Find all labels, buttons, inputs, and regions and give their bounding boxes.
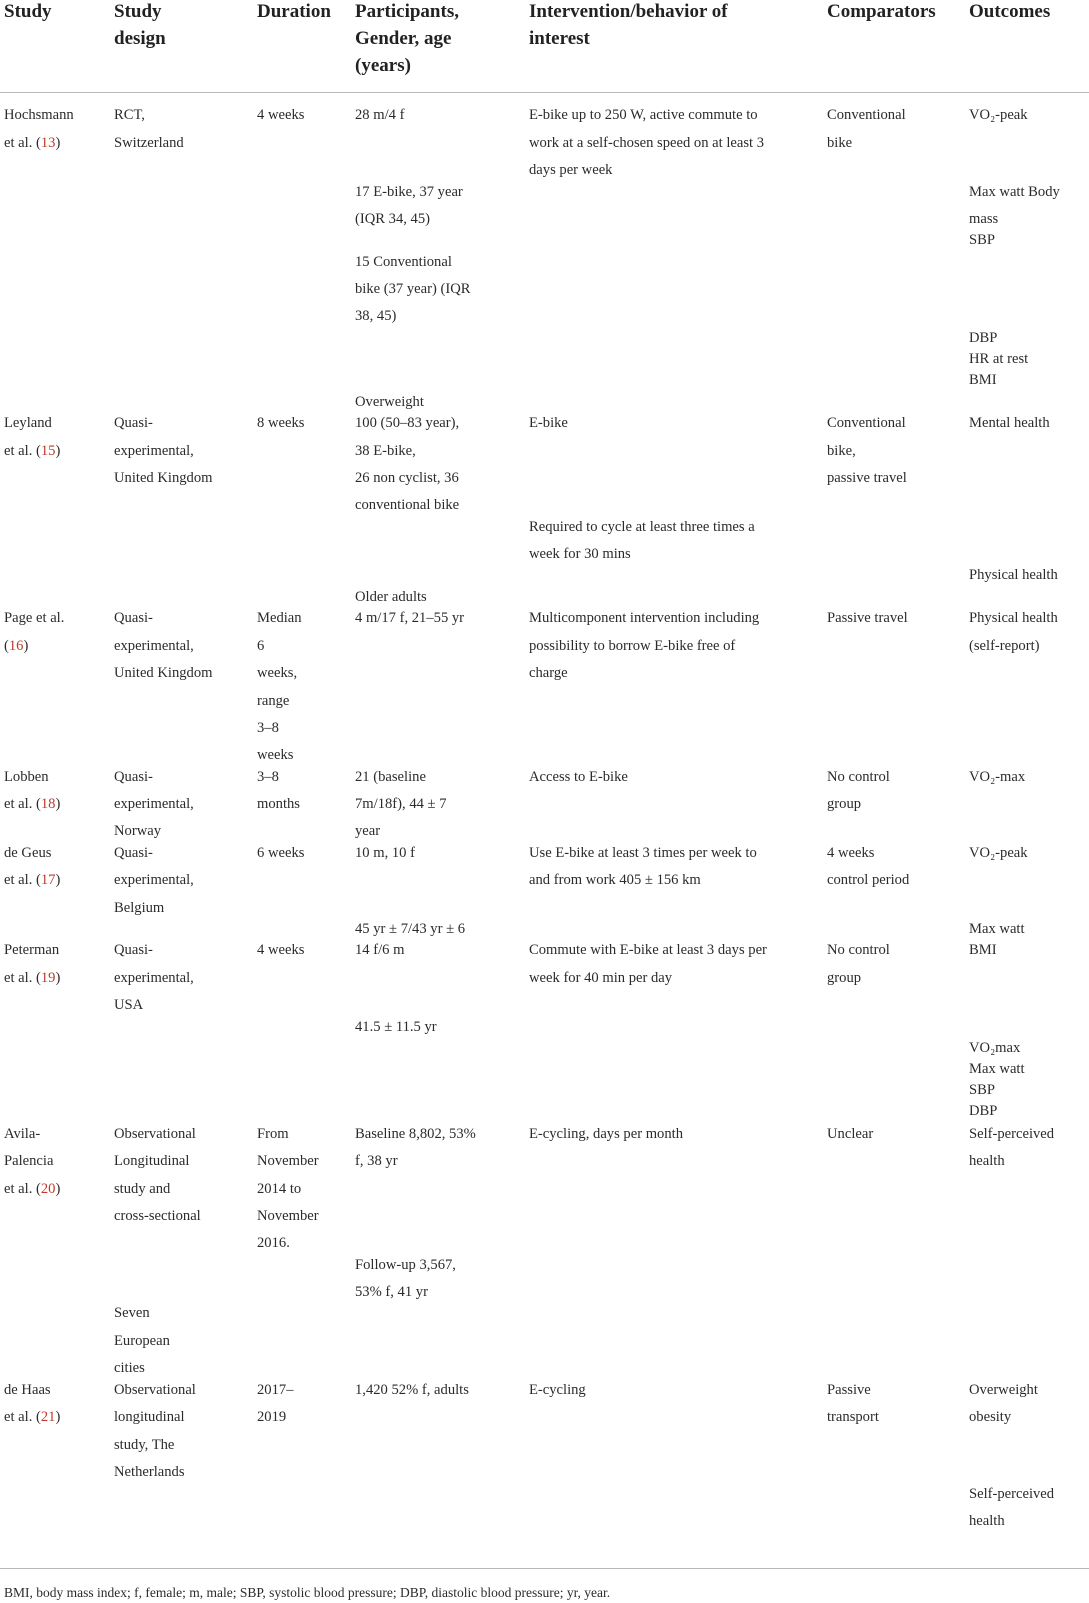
outcomes-cell: DBP bbox=[969, 330, 998, 346]
design-cell: Quasi- bbox=[114, 610, 153, 626]
outcomes-cell: Overweight bbox=[969, 1382, 1038, 1398]
reference-link[interactable]: 15 bbox=[40, 443, 56, 459]
participants-cell: 41.5 ± 11.5 yr bbox=[355, 1019, 437, 1035]
study-name: de Geus bbox=[4, 845, 52, 861]
design-cell: Belgium bbox=[114, 900, 165, 916]
duration-cell: 3–8 bbox=[257, 769, 279, 785]
participants-cell: (IQR 34, 45) bbox=[355, 211, 430, 227]
design-cell: Quasi- bbox=[114, 769, 153, 785]
outcomes-cell: BMI bbox=[969, 372, 997, 388]
header-participants: Participants, bbox=[355, 1, 459, 22]
duration-cell: 4 weeks bbox=[257, 942, 305, 958]
study-citation-text: et al. ( bbox=[4, 1409, 41, 1425]
participants-cell: Overweight bbox=[355, 394, 424, 410]
duration-cell: 8 weeks bbox=[257, 415, 305, 431]
outcomes-cell: SBP bbox=[969, 1082, 995, 1098]
participants-cell: 38 E-bike, bbox=[355, 443, 416, 459]
header-study: Study bbox=[4, 1, 52, 22]
reference-link[interactable]: 16 bbox=[8, 638, 24, 654]
outcomes-cell: Self-perceived bbox=[969, 1126, 1055, 1142]
study-citation-text: et al. ( bbox=[4, 796, 41, 812]
study-citation-text: et al. ( bbox=[4, 872, 41, 888]
duration-cell: November bbox=[257, 1153, 319, 1169]
outcomes-cell: mass bbox=[969, 211, 999, 227]
design-cell: study, The bbox=[114, 1437, 175, 1453]
outcomes-cell: Physical health bbox=[969, 567, 1058, 583]
header-comparators: Comparators bbox=[827, 1, 936, 22]
intervention-cell: Commute with E-bike at least 3 days per bbox=[529, 942, 767, 958]
design-cell: European bbox=[114, 1333, 170, 1349]
outcomes-cell: Physical health bbox=[969, 610, 1058, 626]
study-citation bbox=[4, 1404, 60, 1432]
study-name: Hochsmann bbox=[4, 107, 74, 123]
design-cell: Switzerland bbox=[114, 135, 184, 151]
header-participants-2: Gender, age bbox=[355, 28, 452, 49]
participants-cell: 15 Conventional bbox=[355, 254, 452, 270]
design-cell: United Kingdom bbox=[114, 665, 213, 681]
comparators-cell: 4 weeks bbox=[827, 845, 875, 861]
participants-cell: year bbox=[355, 823, 381, 839]
outcomes-cell: VO₂max bbox=[969, 1040, 1021, 1056]
participants-cell: 45 yr ± 7/43 yr ± 6 bbox=[355, 921, 466, 937]
design-cell: experimental, bbox=[114, 970, 194, 986]
header-rule bbox=[0, 92, 1089, 93]
participants-cell: Older adults bbox=[355, 589, 427, 605]
intervention-cell: E-cycling bbox=[529, 1382, 586, 1398]
comparators-cell: No control bbox=[827, 942, 890, 958]
comparators-cell: control period bbox=[827, 872, 910, 888]
header-intervention-2: interest bbox=[529, 28, 590, 49]
participants-cell: 17 E-bike, 37 year bbox=[355, 184, 463, 200]
design-cell: Quasi- bbox=[114, 415, 153, 431]
citation-close: ) bbox=[55, 443, 61, 459]
comparators-cell: transport bbox=[827, 1409, 879, 1425]
duration-cell: months bbox=[257, 796, 300, 812]
intervention-cell: Use E-bike at least 3 times per week to bbox=[529, 845, 757, 861]
study-name: Page et al. bbox=[4, 610, 65, 626]
study-citation-text: ( bbox=[4, 638, 9, 654]
comparators-cell: Conventional bbox=[827, 415, 906, 431]
header-duration: Duration bbox=[257, 1, 331, 22]
reference-link[interactable]: 13 bbox=[40, 135, 56, 151]
header-participants-3: (years) bbox=[355, 55, 411, 76]
study-citation bbox=[4, 965, 60, 993]
citation-close: ) bbox=[23, 638, 29, 654]
header-intervention: Intervention/behavior of bbox=[529, 1, 728, 22]
study-citation bbox=[4, 633, 28, 661]
participants-cell: 53% f, 41 yr bbox=[355, 1284, 428, 1300]
outcomes-cell: obesity bbox=[969, 1409, 1012, 1425]
header-outcomes: Outcomes bbox=[969, 1, 1051, 22]
design-cell: experimental, bbox=[114, 796, 194, 812]
outcomes-cell: VO₂-peak bbox=[969, 107, 1028, 123]
reference-link[interactable]: 21 bbox=[40, 1409, 56, 1425]
intervention-cell: E-cycling, days per month bbox=[529, 1126, 684, 1142]
comparators-cell: Conventional bbox=[827, 107, 906, 123]
outcomes-cell: DBP bbox=[969, 1103, 998, 1119]
study-name: Lobben bbox=[4, 769, 49, 785]
design-cell: experimental, bbox=[114, 638, 194, 654]
comparators-cell: bike bbox=[827, 135, 853, 151]
outcomes-cell: (self-report) bbox=[969, 638, 1040, 654]
intervention-cell: week for 30 mins bbox=[529, 546, 631, 562]
study-name: de Haas bbox=[4, 1382, 51, 1398]
design-cell: longitudinal bbox=[114, 1409, 185, 1425]
participants-cell: conventional bike bbox=[355, 497, 460, 513]
design-cell: study and bbox=[114, 1181, 171, 1197]
participants-cell: 21 (baseline bbox=[355, 769, 426, 785]
citation-close: ) bbox=[55, 796, 61, 812]
outcomes-cell: SBP bbox=[969, 232, 995, 248]
intervention-cell: E-bike up to 250 W, active commute to bbox=[529, 107, 758, 123]
participants-cell: 28 m/4 f bbox=[355, 107, 405, 123]
study-citation-text: et al. ( bbox=[4, 970, 41, 986]
design-cell: experimental, bbox=[114, 443, 194, 459]
comparators-cell: Unclear bbox=[827, 1126, 874, 1142]
duration-cell: From bbox=[257, 1126, 289, 1142]
participants-cell: Baseline 8,802, 53% bbox=[355, 1126, 476, 1142]
citation-close: ) bbox=[55, 970, 61, 986]
duration-cell: Median bbox=[257, 610, 302, 626]
footer-rule bbox=[0, 1568, 1089, 1569]
design-cell: Quasi- bbox=[114, 942, 153, 958]
study-citation bbox=[4, 791, 60, 819]
design-cell: United Kingdom bbox=[114, 470, 213, 486]
design-cell: Norway bbox=[114, 823, 162, 839]
participants-cell: 4 m/17 f, 21–55 yr bbox=[355, 610, 465, 626]
participants-cell: 38, 45) bbox=[355, 308, 397, 324]
design-cell: Seven bbox=[114, 1305, 150, 1321]
study-citation bbox=[4, 130, 60, 158]
reference-link[interactable]: 18 bbox=[40, 796, 56, 812]
intervention-cell: E-bike bbox=[529, 415, 568, 431]
duration-cell: weeks, bbox=[257, 665, 298, 681]
study-name: Peterman bbox=[4, 942, 60, 958]
design-cell: USA bbox=[114, 997, 144, 1013]
duration-cell: November bbox=[257, 1208, 319, 1224]
outcomes-cell: Mental health bbox=[969, 415, 1050, 431]
intervention-cell: possibility to borrow E-bike free of bbox=[529, 638, 736, 654]
comparators-cell: passive travel bbox=[827, 470, 907, 486]
intervention-cell: charge bbox=[529, 665, 568, 681]
header-design: Study bbox=[114, 1, 162, 22]
study-citation-text: et al. ( bbox=[4, 443, 41, 459]
design-cell: Observational bbox=[114, 1126, 196, 1142]
participants-cell: 26 non cyclist, 36 bbox=[355, 470, 459, 486]
outcomes-cell: VO₂-peak bbox=[969, 845, 1028, 861]
comparators-cell: No control bbox=[827, 769, 890, 785]
study-name: Avila- bbox=[4, 1126, 41, 1142]
study-citation-text: et al. ( bbox=[4, 135, 41, 151]
participants-cell: f, 38 yr bbox=[355, 1153, 398, 1169]
participants-cell: bike (37 year) (IQR bbox=[355, 281, 471, 297]
intervention-cell: work at a self-chosen speed on at least 3 bbox=[529, 135, 765, 151]
citation-close: ) bbox=[55, 135, 61, 151]
duration-cell: 2014 to bbox=[257, 1181, 302, 1197]
design-cell: Netherlands bbox=[114, 1464, 185, 1480]
citation-close: ) bbox=[55, 872, 61, 888]
citation-close: ) bbox=[55, 1181, 61, 1197]
duration-cell: weeks bbox=[257, 747, 294, 763]
duration-cell: 2016. bbox=[257, 1235, 290, 1251]
study-citation-text: et al. ( bbox=[4, 1181, 41, 1197]
outcomes-cell: Self-perceived bbox=[969, 1486, 1055, 1502]
participants-cell: 1,420 52% f, adults bbox=[355, 1382, 469, 1398]
outcomes-cell: Max watt bbox=[969, 921, 1025, 937]
outcomes-cell: BMI bbox=[969, 942, 997, 958]
header-design-2: design bbox=[114, 28, 166, 49]
participants-cell: 14 f/6 m bbox=[355, 942, 405, 958]
comparators-cell: group bbox=[827, 970, 862, 986]
duration-cell: 4 weeks bbox=[257, 107, 305, 123]
intervention-cell: Access to E-bike bbox=[529, 769, 628, 785]
participants-cell: 7m/18f), 44 ± 7 bbox=[355, 796, 447, 812]
outcomes-cell: health bbox=[969, 1513, 1005, 1529]
design-cell: Quasi- bbox=[114, 845, 153, 861]
table-footnote: BMI, body mass index; f, female; m, male; SBP, systolic blood pressure; DBP, diastolic blood pressure; yr, year. bbox=[4, 1585, 611, 1600]
reference-link[interactable]: 17 bbox=[40, 872, 56, 888]
intervention-cell: Required to cycle at least three times a bbox=[529, 519, 755, 535]
participants-cell: 10 m, 10 f bbox=[355, 845, 415, 861]
intervention-cell: week for 40 min per day bbox=[529, 970, 673, 986]
duration-cell: 3–8 bbox=[257, 720, 279, 736]
comparators-cell: group bbox=[827, 796, 862, 812]
comparators-cell: Passive travel bbox=[827, 610, 908, 626]
design-cell: cross-sectional bbox=[114, 1208, 201, 1224]
intervention-cell: and from work 405 ± 156 km bbox=[529, 872, 701, 888]
citation-close: ) bbox=[55, 1409, 61, 1425]
study-name: Leyland bbox=[4, 415, 52, 431]
design-cell: Longitudinal bbox=[114, 1153, 190, 1169]
participants-cell: Follow-up 3,567, bbox=[355, 1257, 456, 1273]
duration-cell: 2019 bbox=[257, 1409, 287, 1425]
design-cell: experimental, bbox=[114, 872, 194, 888]
outcomes-cell: Max watt bbox=[969, 1061, 1025, 1077]
design-cell: Observational bbox=[114, 1382, 196, 1398]
study-citation bbox=[4, 438, 60, 466]
intervention-cell: Multicomponent intervention including bbox=[529, 610, 760, 626]
reference-link[interactable]: 20 bbox=[40, 1181, 56, 1197]
intervention-cell: days per week bbox=[529, 162, 613, 178]
study-citation bbox=[4, 867, 60, 895]
duration-cell: 6 weeks bbox=[257, 845, 305, 861]
reference-link[interactable]: 19 bbox=[40, 970, 56, 986]
duration-cell: 6 bbox=[257, 638, 265, 654]
design-cell: cities bbox=[114, 1360, 145, 1376]
outcomes-cell: VO₂-max bbox=[969, 769, 1026, 785]
duration-cell: range bbox=[257, 693, 290, 709]
duration-cell: 2017– bbox=[257, 1382, 294, 1398]
comparators-cell: Passive bbox=[827, 1382, 871, 1398]
study-citation: Palencia bbox=[4, 1153, 54, 1169]
comparators-cell: bike, bbox=[827, 443, 856, 459]
design-cell: RCT, bbox=[114, 107, 145, 123]
study-citation bbox=[4, 1176, 60, 1204]
outcomes-cell: health bbox=[969, 1153, 1005, 1169]
outcomes-cell: HR at rest bbox=[969, 351, 1029, 367]
outcomes-cell: Max watt Body bbox=[969, 184, 1060, 200]
participants-cell: 100 (50–83 year), bbox=[355, 415, 460, 431]
